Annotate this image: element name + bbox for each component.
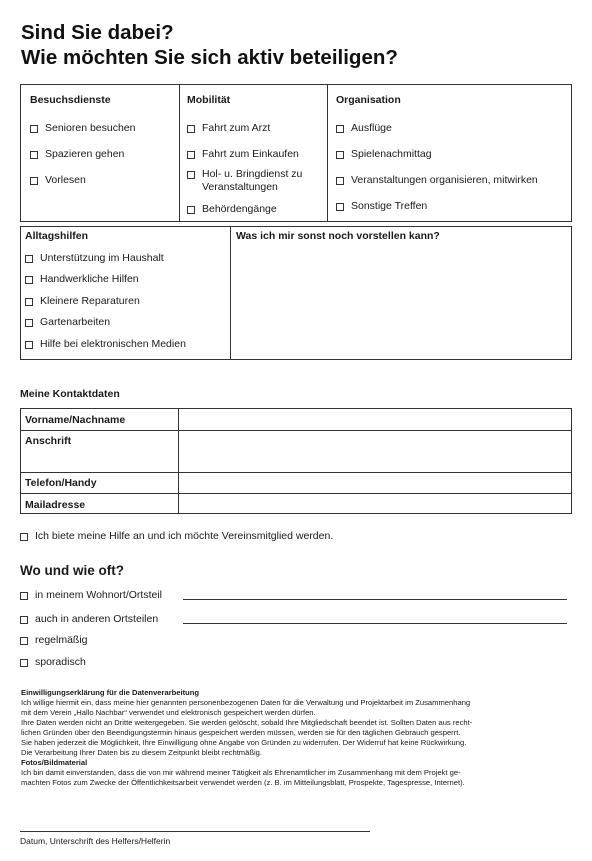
checkbox-icon[interactable]	[187, 206, 195, 214]
row-divider	[20, 472, 572, 473]
consent-block	[21, 688, 573, 788]
label-anschrift: Anschrift	[25, 435, 72, 447]
checkbox-icon[interactable]	[25, 255, 33, 263]
checkbox-icon[interactable]	[20, 533, 28, 541]
photos-text-line: Ich bin damit einverstanden, dass die von mir während meiner Tätigkeit als Ehrenamtlicher im Zusammenhang mit dem Projekt ge-	[21, 768, 461, 777]
heading-mobilitaet: Mobilität	[187, 94, 231, 106]
wohnort-fill-line[interactable]	[183, 599, 567, 600]
heading-sonst: Was ich mir sonst noch vorstellen kann?	[236, 230, 440, 242]
signature-line[interactable]	[20, 831, 370, 832]
consent-text-line: Ich willige hiermit ein, dass meine hier genannten personenbezogenen Daten für die Verwaltung und Projektarbeit im Zusammenhang	[21, 698, 471, 707]
phone-field[interactable]	[180, 474, 570, 492]
option-hol-bringdienst[interactable]: Hol- u. Bringdienst zu Veranstaltungen	[187, 168, 302, 194]
row-divider	[20, 430, 572, 431]
checkbox-icon[interactable]	[336, 125, 344, 133]
consent-text-line: Sie haben jederzeit die Möglichkeit, Ihre Einwilligung ohne Angabe von Gründen zu widerrufen. Der Widerruf hat keine Rückwirkung.	[21, 738, 467, 747]
checkbox-icon[interactable]	[187, 125, 195, 133]
option-senioren-besuchen[interactable]: Senioren besuchen	[30, 122, 136, 135]
checkbox-icon[interactable]	[336, 203, 344, 211]
option-andere-ortsteile[interactable]: auch in anderen Ortsteilen	[20, 613, 158, 626]
option-vorlesen[interactable]: Vorlesen	[30, 174, 86, 187]
checkbox-icon[interactable]	[20, 616, 28, 624]
checkbox-icon[interactable]	[30, 177, 38, 185]
checkbox-icon[interactable]	[25, 276, 33, 284]
page-title	[21, 20, 398, 70]
option-behoerdengaenge[interactable]: Behördengänge	[187, 203, 277, 216]
checkbox-icon[interactable]	[187, 151, 195, 159]
column-divider	[179, 84, 180, 222]
label-name: Vorname/Nachname	[25, 414, 126, 426]
column-divider	[230, 226, 231, 360]
consent-text-line: mit dem Verein „Hallo Nachbar“ verwendet und elektronisch gespeichert werden dürfen.	[21, 708, 316, 717]
title-line-2: Wie möchten Sie sich aktiv beteiligen?	[21, 46, 398, 69]
checkbox-icon[interactable]	[336, 151, 344, 159]
option-veranstaltungen[interactable]: Veranstaltungen organisieren, mitwirken	[336, 174, 538, 187]
checkbox-icon[interactable]	[20, 637, 28, 645]
membership-option[interactable]: Ich biete meine Hilfe an und ich möchte Vereinsmitglied werden.	[20, 530, 333, 543]
option-fahrt-einkaufen[interactable]: Fahrt zum Einkaufen	[187, 148, 299, 161]
row-divider	[20, 493, 572, 494]
option-regelmaessig[interactable]: regelmäßig	[20, 634, 88, 647]
checkbox-icon[interactable]	[336, 177, 344, 185]
option-haushalt[interactable]: Unterstützung im Haushalt	[25, 252, 164, 265]
option-sporadisch[interactable]: sporadisch	[20, 656, 86, 669]
signature-label: Datum, Unterschrift des Helfers/Helferin	[20, 836, 171, 846]
ortsteile-fill-line[interactable]	[183, 623, 567, 624]
heading-besuchsdienste: Besuchsdienste	[30, 94, 111, 106]
option-handwerkliche-hilfen[interactable]: Handwerkliche Hilfen	[25, 273, 139, 286]
checkbox-icon[interactable]	[187, 171, 195, 179]
address-field[interactable]	[180, 432, 570, 471]
checkbox-icon[interactable]	[30, 151, 38, 159]
consent-heading: Einwilligungserklärung für die Datenverarbeitung	[21, 688, 200, 697]
option-ausfluege[interactable]: Ausflüge	[336, 122, 392, 135]
title-line-1: Sind Sie dabei?	[21, 21, 174, 44]
column-divider	[327, 84, 328, 222]
option-sonstige-treffen[interactable]: Sonstige Treffen	[336, 200, 427, 213]
consent-text-line: Die Verarbeitung Ihrer Daten bis zu diesem Zeitpunkt bleibt rechtmäßig.	[21, 748, 263, 757]
heading-organisation: Organisation	[336, 94, 401, 106]
name-field[interactable]	[180, 410, 570, 429]
checkbox-icon[interactable]	[25, 298, 33, 306]
option-spazieren-gehen[interactable]: Spazieren gehen	[30, 148, 124, 161]
checkbox-icon[interactable]	[30, 125, 38, 133]
heading-alltagshilfen: Alltagshilfen	[25, 230, 89, 242]
contact-heading: Meine Kontaktdaten	[20, 388, 120, 400]
photos-heading: Fotos/Bildmaterial	[21, 758, 88, 767]
checkbox-icon[interactable]	[20, 592, 28, 600]
photos-text-line: machten Fotos zum Zwecke der Öffentlichkeitsarbeit verwendet werden (z. B. im Mitteilungsblatt, Prospekte, Tagespresse, Internet).	[21, 778, 465, 787]
option-reparaturen[interactable]: Kleinere Reparaturen	[25, 295, 140, 308]
checkbox-icon[interactable]	[25, 319, 33, 327]
checkbox-icon[interactable]	[20, 659, 28, 667]
option-wohnort[interactable]: in meinem Wohnort/Ortsteil	[20, 589, 162, 602]
where-heading: Wo und wie oft?	[20, 563, 124, 578]
sonst-free-text-area[interactable]	[232, 245, 570, 357]
option-spielenachmittag[interactable]: Spielenachmittag	[336, 148, 432, 161]
consent-text-line: Ihre Daten werden nicht an Dritte weitergegeben. Sie werden gelöscht, sobald Ihre Mitgliedschaft beendet ist. Sollten Daten aus recht-	[21, 718, 473, 727]
label-telefon: Telefon/Handy	[25, 477, 97, 489]
column-divider	[178, 408, 179, 514]
label-mail: Mailadresse	[25, 499, 86, 511]
checkbox-icon[interactable]	[25, 341, 33, 349]
email-field[interactable]	[180, 495, 570, 513]
option-gartenarbeiten[interactable]: Gartenarbeiten	[25, 316, 110, 329]
consent-text-line: lichen Gründen über den Beendigungstermin hinaus gespeichert werden müssen, werden sie für den täglichen Gebrauch gesperrt.	[21, 728, 461, 737]
option-elektronische-medien[interactable]: Hilfe bei elektronischen Medien	[25, 338, 186, 351]
option-fahrt-arzt[interactable]: Fahrt zum Arzt	[187, 122, 270, 135]
